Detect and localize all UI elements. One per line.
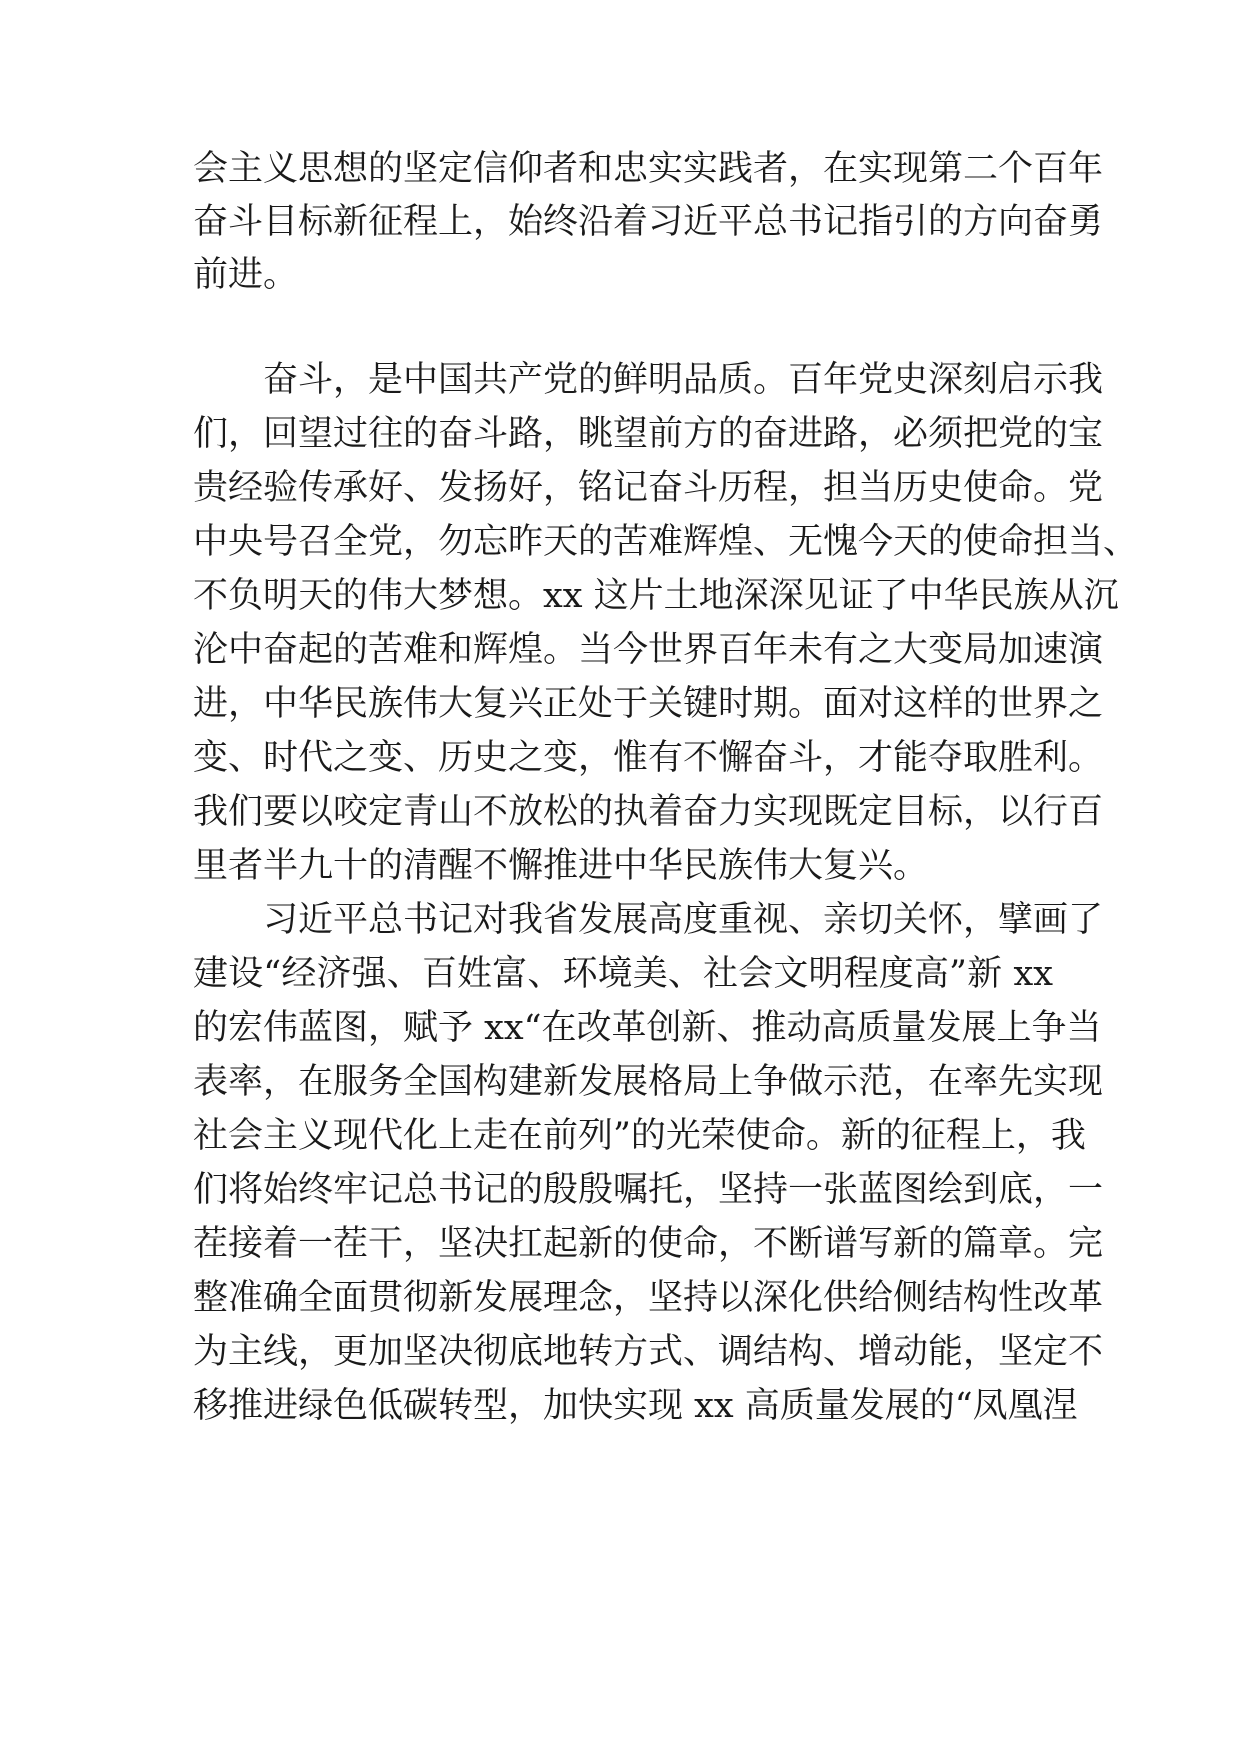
text-line: 茬接着一茬干，坚决扛起新的使命，不断谱写新的篇章。完 — [193, 1224, 1104, 1264]
text-line: 沦中奋起的苦难和辉煌。当今世界百年未有之大变局加速演 — [193, 630, 1104, 670]
text-line: 变、时代之变、历史之变，惟有不懈奋斗，才能夺取胜利。 — [193, 738, 1104, 778]
text-line: 奋斗，是中国共产党的鲜明品质。百年党史深刻启示我 — [263, 360, 1104, 400]
text-line: 为主线，更加坚决彻底地转方式、调结构、增动能，坚定不 — [193, 1332, 1104, 1372]
text-line: 们将始终牢记总书记的殷殷嘱托，坚持一张蓝图绘到底，一 — [193, 1170, 1104, 1210]
text-line: 们，回望过往的奋斗路，眺望前方的奋进路，必须把党的宝 — [193, 414, 1104, 454]
text-line: 前进。 — [193, 255, 299, 295]
text-line: 里者半九十的清醒不懈推进中华民族伟大复兴。 — [193, 846, 929, 886]
text-line: 移推进绿色低碳转型，加快实现 xx 高质量发展的“凤凰涅 — [193, 1386, 1078, 1426]
text-line: 我们要以咬定青山不放松的执着奋力实现既定目标，以行百 — [193, 792, 1104, 832]
text-line: 进，中华民族伟大复兴正处于关键时期。面对这样的世界之 — [193, 684, 1104, 724]
text-line: 贵经验传承好、发扬好，铭记奋斗历程，担当历史使命。党 — [193, 468, 1104, 508]
text-line: 会主义思想的坚定信仰者和忠实实践者，在实现第二个百年 — [193, 149, 1104, 189]
text-line: 奋斗目标新征程上，始终沿着习近平总书记指引的方向奋勇 — [193, 202, 1104, 242]
text-line: 表率，在服务全国构建新发展格局上争做示范，在率先实现 — [193, 1062, 1104, 1102]
text-line: 习近平总书记对我省发展高度重视、亲切关怀，擘画了 — [263, 900, 1104, 940]
text-line: 中央号召全党，勿忘昨天的苦难辉煌、无愧今天的使命担当、 — [193, 522, 1139, 562]
text-line: 的宏伟蓝图，赋予 xx“在改革创新、推动高质量发展上争当 — [193, 1008, 1102, 1048]
text-line: 社会主义现代化上走在前列”的光荣使命。新的征程上，我 — [193, 1116, 1086, 1156]
text-line: 整准确全面贯彻新发展理念，坚持以深化供给侧结构性改革 — [193, 1278, 1104, 1318]
text-line: 建设“经济强、百姓富、环境美、社会文明程度高”新 xx — [193, 954, 1053, 994]
text-line: 不负明天的伟大梦想。xx 这片土地深深见证了中华民族从沉 — [193, 576, 1119, 616]
